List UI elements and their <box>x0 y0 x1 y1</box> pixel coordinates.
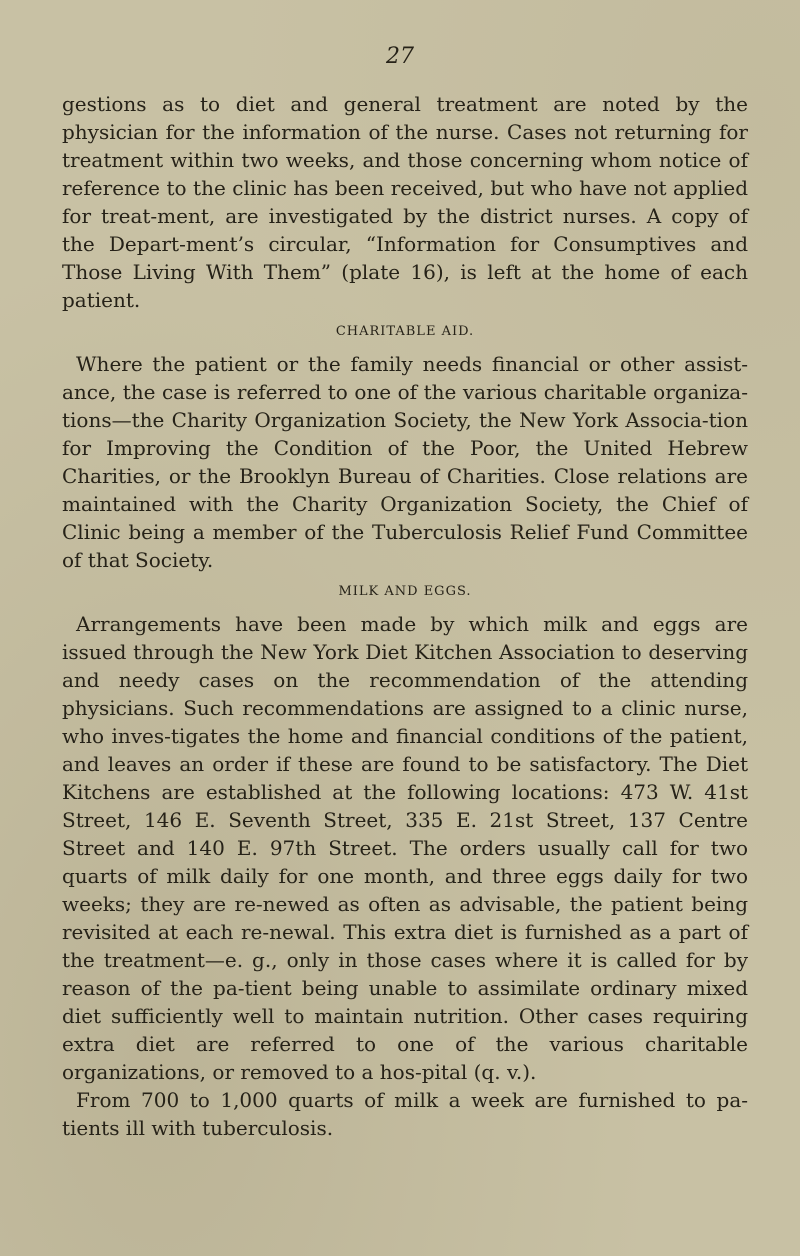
paragraph-charitable-aid: Where the patient or the family needs financial or other assist-ance, the case is referred to one of the various charitable organiza-tions—the Charity Organization Society, the New York Associa-tion for Improving the Condition of the Poor, the United Hebrew Charities, or the Brooklyn Bureau of Charities. Close relations are maintained with the Charity Organization Society, the Chief of Clinic being a member of the Tuberculosis Relief Fund Committee of that Society. <box>62 352 748 572</box>
paragraph-milk-and-eggs: Arrangements have been made by which milk and eggs are issued through the New York Diet Kitchen Association to deserving and needy cases on the recommendation of the attending physicians. Such recommendations are assigned to a clinic nurse, who inves-tigates the home and financial conditions of the patient, and leaves an order if these are found to be satisfactory. The Diet Kitchens are established at the following locations: 473 W. 41st Street, 146 E. Seventh Street, 335 E. 21st Street, 137 Centre Street and 140 E. 97th Street. The orders usually call for two quarts of milk daily for one month, and three eggs daily for two weeks; they are re-newed as often as advisable, the patient being revisited at each re-newal. This extra diet is furnished as a part of the treatment—e. g., only in those cases where it is called for by reason of the pa-tient being unable to assimilate ordinary mixed diet sufficiently well to maintain nutrition. Other cases requiring extra diet are referred to one of the various charitable organizations, or removed to a hos-pital (q. v.). <box>62 612 748 1084</box>
heading-charitable-aid: CHARITABLE AID. <box>335 324 475 339</box>
paragraph-continuation: gestions as to diet and general treatment are noted by the physician for the information of the nurse. Cases not returning for treatment within two weeks, and those concerning whom notice of reference to the clinic has been received, but who have not applied for treat-ment, are investigated by the district nurses. A copy of the Depart-ment’s circular, “Information for Consumptives and Those Living With Them” (plate 16), is left at the home of each patient. <box>62 92 748 312</box>
page-number: 27 <box>386 44 414 69</box>
body-text <box>62 90 748 1142</box>
heading-milk-and-eggs: MILK AND EGGS. <box>338 584 472 599</box>
paragraph-milk-quantity: From 700 to 1,000 quarts of milk a week are furnished to pa-tients ill with tuberculosis. <box>62 1088 748 1140</box>
